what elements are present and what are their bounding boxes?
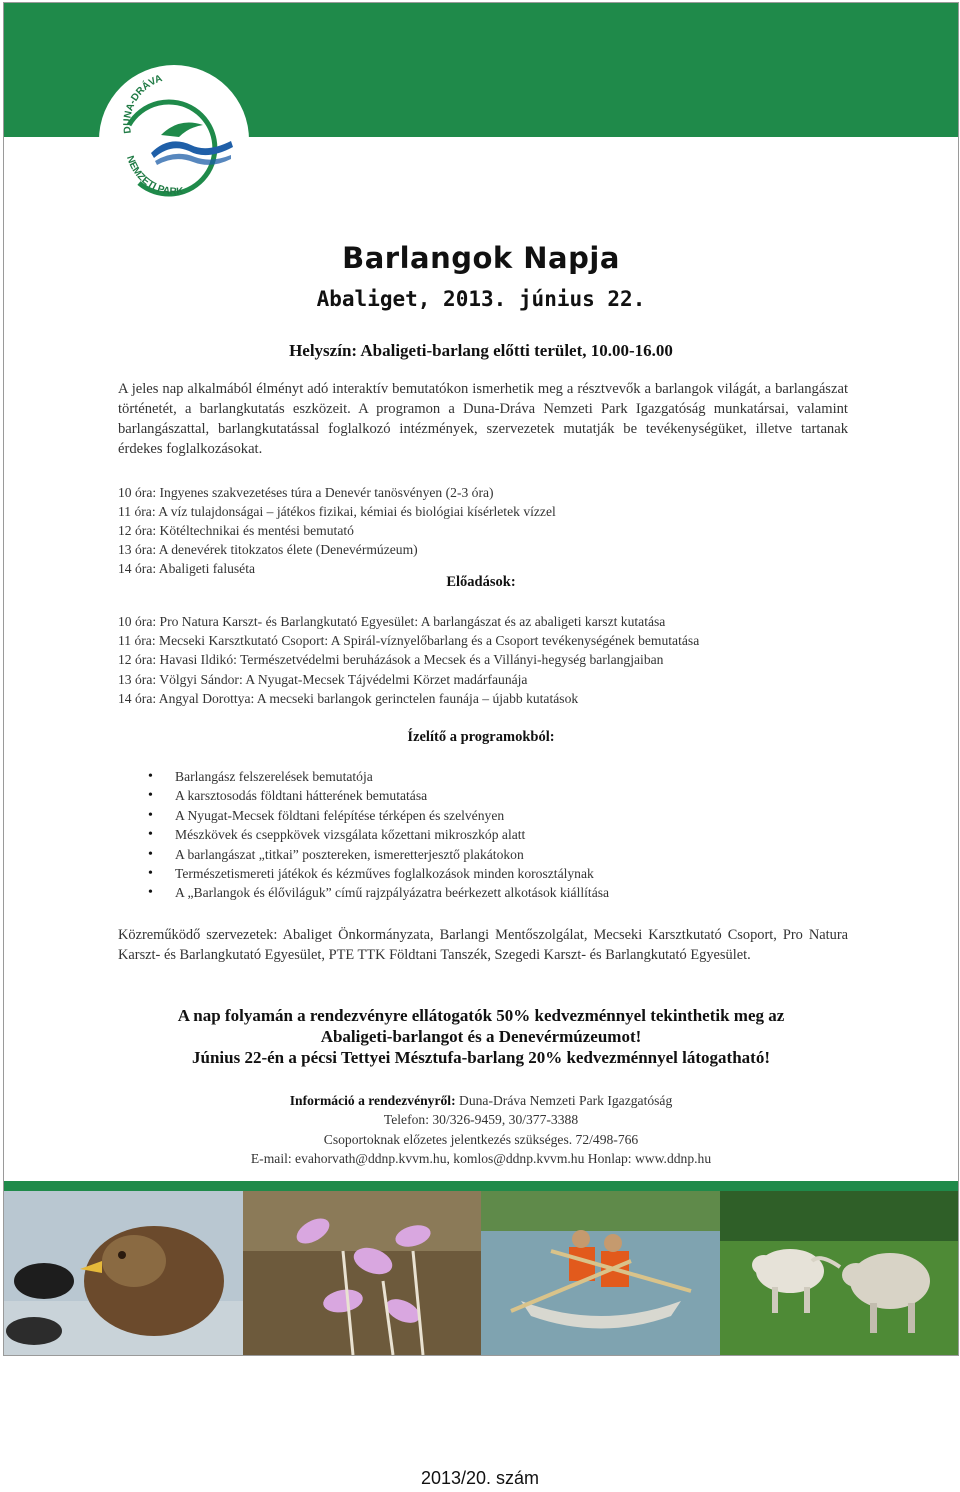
schedule-item: 11 óra: A víz tulajdonságai – játékos fizikai, kémiai és biológiai kísérletek vízzel (118, 504, 556, 519)
event-date: Abaliget, 2013. június 22. (316, 287, 646, 311)
discount-line: Június 22-én a pécsi Tettyei Mésztufa-barlang 20% kedvezménnyel látogatható! (192, 1048, 770, 1067)
canoe-photo (481, 1191, 720, 1355)
schedule-item: 10 óra: Ingyenes szakvezetéses túra a Denevér tanösvényen (2-3 óra) (118, 485, 494, 500)
svg-text:NEMZETI PARK (124, 154, 185, 197)
highlights-list (148, 767, 848, 903)
discount-line: A nap folyamán a rendezvényre ellátogatók 50% kedvezménnyel tekinthetik meg az (177, 1006, 785, 1025)
highlight-item: • Természetismereti játékok és kézműves foglalkozások minden korosztálynak (148, 864, 848, 883)
info-heading-line (4, 1091, 958, 1110)
event-venue: Helyszín: Abaligeti-barlang előtti terület, 10.00-16.00 (289, 341, 673, 360)
national-park-logo (99, 65, 249, 215)
lecture-item: 14 óra: Angyal Dorottya: A mecseki barlangok gerinctelen faunája – újabb kutatások (118, 690, 579, 706)
highlight-item: • A barlangászat „titkai” posztereken, ismeretterjesztő plakátokon (148, 845, 848, 864)
crocus-flowers-photo (243, 1191, 482, 1355)
lecture-item: 12 óra: Havasi Ildikó: Természetvédelmi beruházások a Mecsek és a Villányi-hegység barlangjaiban (118, 652, 664, 668)
highlight-item: • Barlangász felszerelések bemutatója (148, 767, 848, 786)
eagle-photo (4, 1191, 243, 1355)
info-contact: E-mail: evahorvath@ddnp.kvvm.hu, komlos@ddnp.kvvm.hu Honlap: www.ddnp.hu (250, 1150, 712, 1166)
flyer-page (3, 2, 959, 1356)
contact-info (4, 1091, 958, 1168)
event-title: Barlangok Napja (342, 241, 620, 275)
logo-name-top: DUNA-DRÁVA (121, 73, 164, 135)
logo-graphic (99, 65, 249, 215)
schedule-item: 13 óra: A denevérek titokzatos élete (Denevérmúzeum) (118, 542, 418, 557)
lectures-list (118, 612, 878, 708)
schedule-list (118, 483, 858, 578)
discount-notice (4, 1005, 958, 1068)
discount-line: Abaligeti-barlangot és a Denevérmúzeumot! (320, 1027, 642, 1046)
lecture-item: 11 óra: Mecseki Karsztkutató Csoport: A Spirál-víznyelőbarlang és a Csoport tevékenységének bemutatása (118, 633, 700, 649)
logo-name-bottom: NEMZETI PARK (124, 154, 185, 198)
info-phone: Telefon: 30/326-9459, 30/377-3388 (383, 1112, 579, 1128)
partners-paragraph: Közreműködő szervezetek: Abaliget Önkormányzata, Barlangi Mentőszolgálat, Mecseki Karsztkutató Csoport, Pro Natura Karszt- és Barlangkutató Egyesület, PTE TTK Földtani Tanszék, Szegedi Karszt- és Barlangkutató Egyesület. (118, 927, 848, 963)
intro-paragraph: A jeles nap alkalmából élményt adó interaktív bemutatókon ismerhetik meg a résztvevők a barlangok világát, a barlangászat történetét, a barlangkutatás eszközeit. A programon a Duna-Dráva Nemzeti Park Igazgatóság munkatársai, valamint barlangászattal, barlangkutatással foglalkozó intézmények, szervezetek mutatják be tevékenységüket, illetve tartanak érdekes foglalkozásokat. (118, 381, 848, 457)
highlights-heading: Ízelítő a programokból: (407, 729, 555, 745)
info-label: Információ a rendezvényről: (289, 1093, 456, 1108)
schedule-item: 12 óra: Kötéltechnikai és mentési bemutató (118, 523, 354, 538)
page-number: 2013/20. szám (420, 1468, 540, 1488)
lecture-item: 13 óra: Völgyi Sándor: A Nyugat-Mecsek Tájvédelmi Körzet madárfaunája (118, 671, 528, 687)
info-groups: Csoportoknak előzetes jelentkezés szükséges. 72/498-766 (323, 1131, 639, 1147)
info-organization: Duna-Dráva Nemzeti Park Igazgatóság (455, 1093, 673, 1108)
lecture-item: 10 óra: Pro Natura Karszt- és Barlangkutató Egyesület: A barlangászat és az abaligeti karszt kutatása (118, 614, 666, 629)
photo-strip (4, 1191, 958, 1355)
highlight-item: • Mészkövek és cseppkövek vizsgálata kőzettani mikroszkóp alatt (148, 825, 848, 844)
highlight-item: • A Nyugat-Mecsek földtani felépítése térképen és szelvényen (148, 806, 848, 825)
highlight-item: • A „Barlangok és élőviláguk” című rajzpályázatra beérkezett alkotások kiállítása (148, 883, 848, 902)
grey-cattle-photo (720, 1191, 959, 1355)
footer-green-band (4, 1181, 958, 1191)
schedule-item: 14 óra: Abaligeti faluséta (118, 561, 256, 576)
lectures-heading: Előadások: (446, 574, 516, 590)
highlight-item: • A karsztosodás földtani hátterének bemutatása (148, 786, 848, 805)
